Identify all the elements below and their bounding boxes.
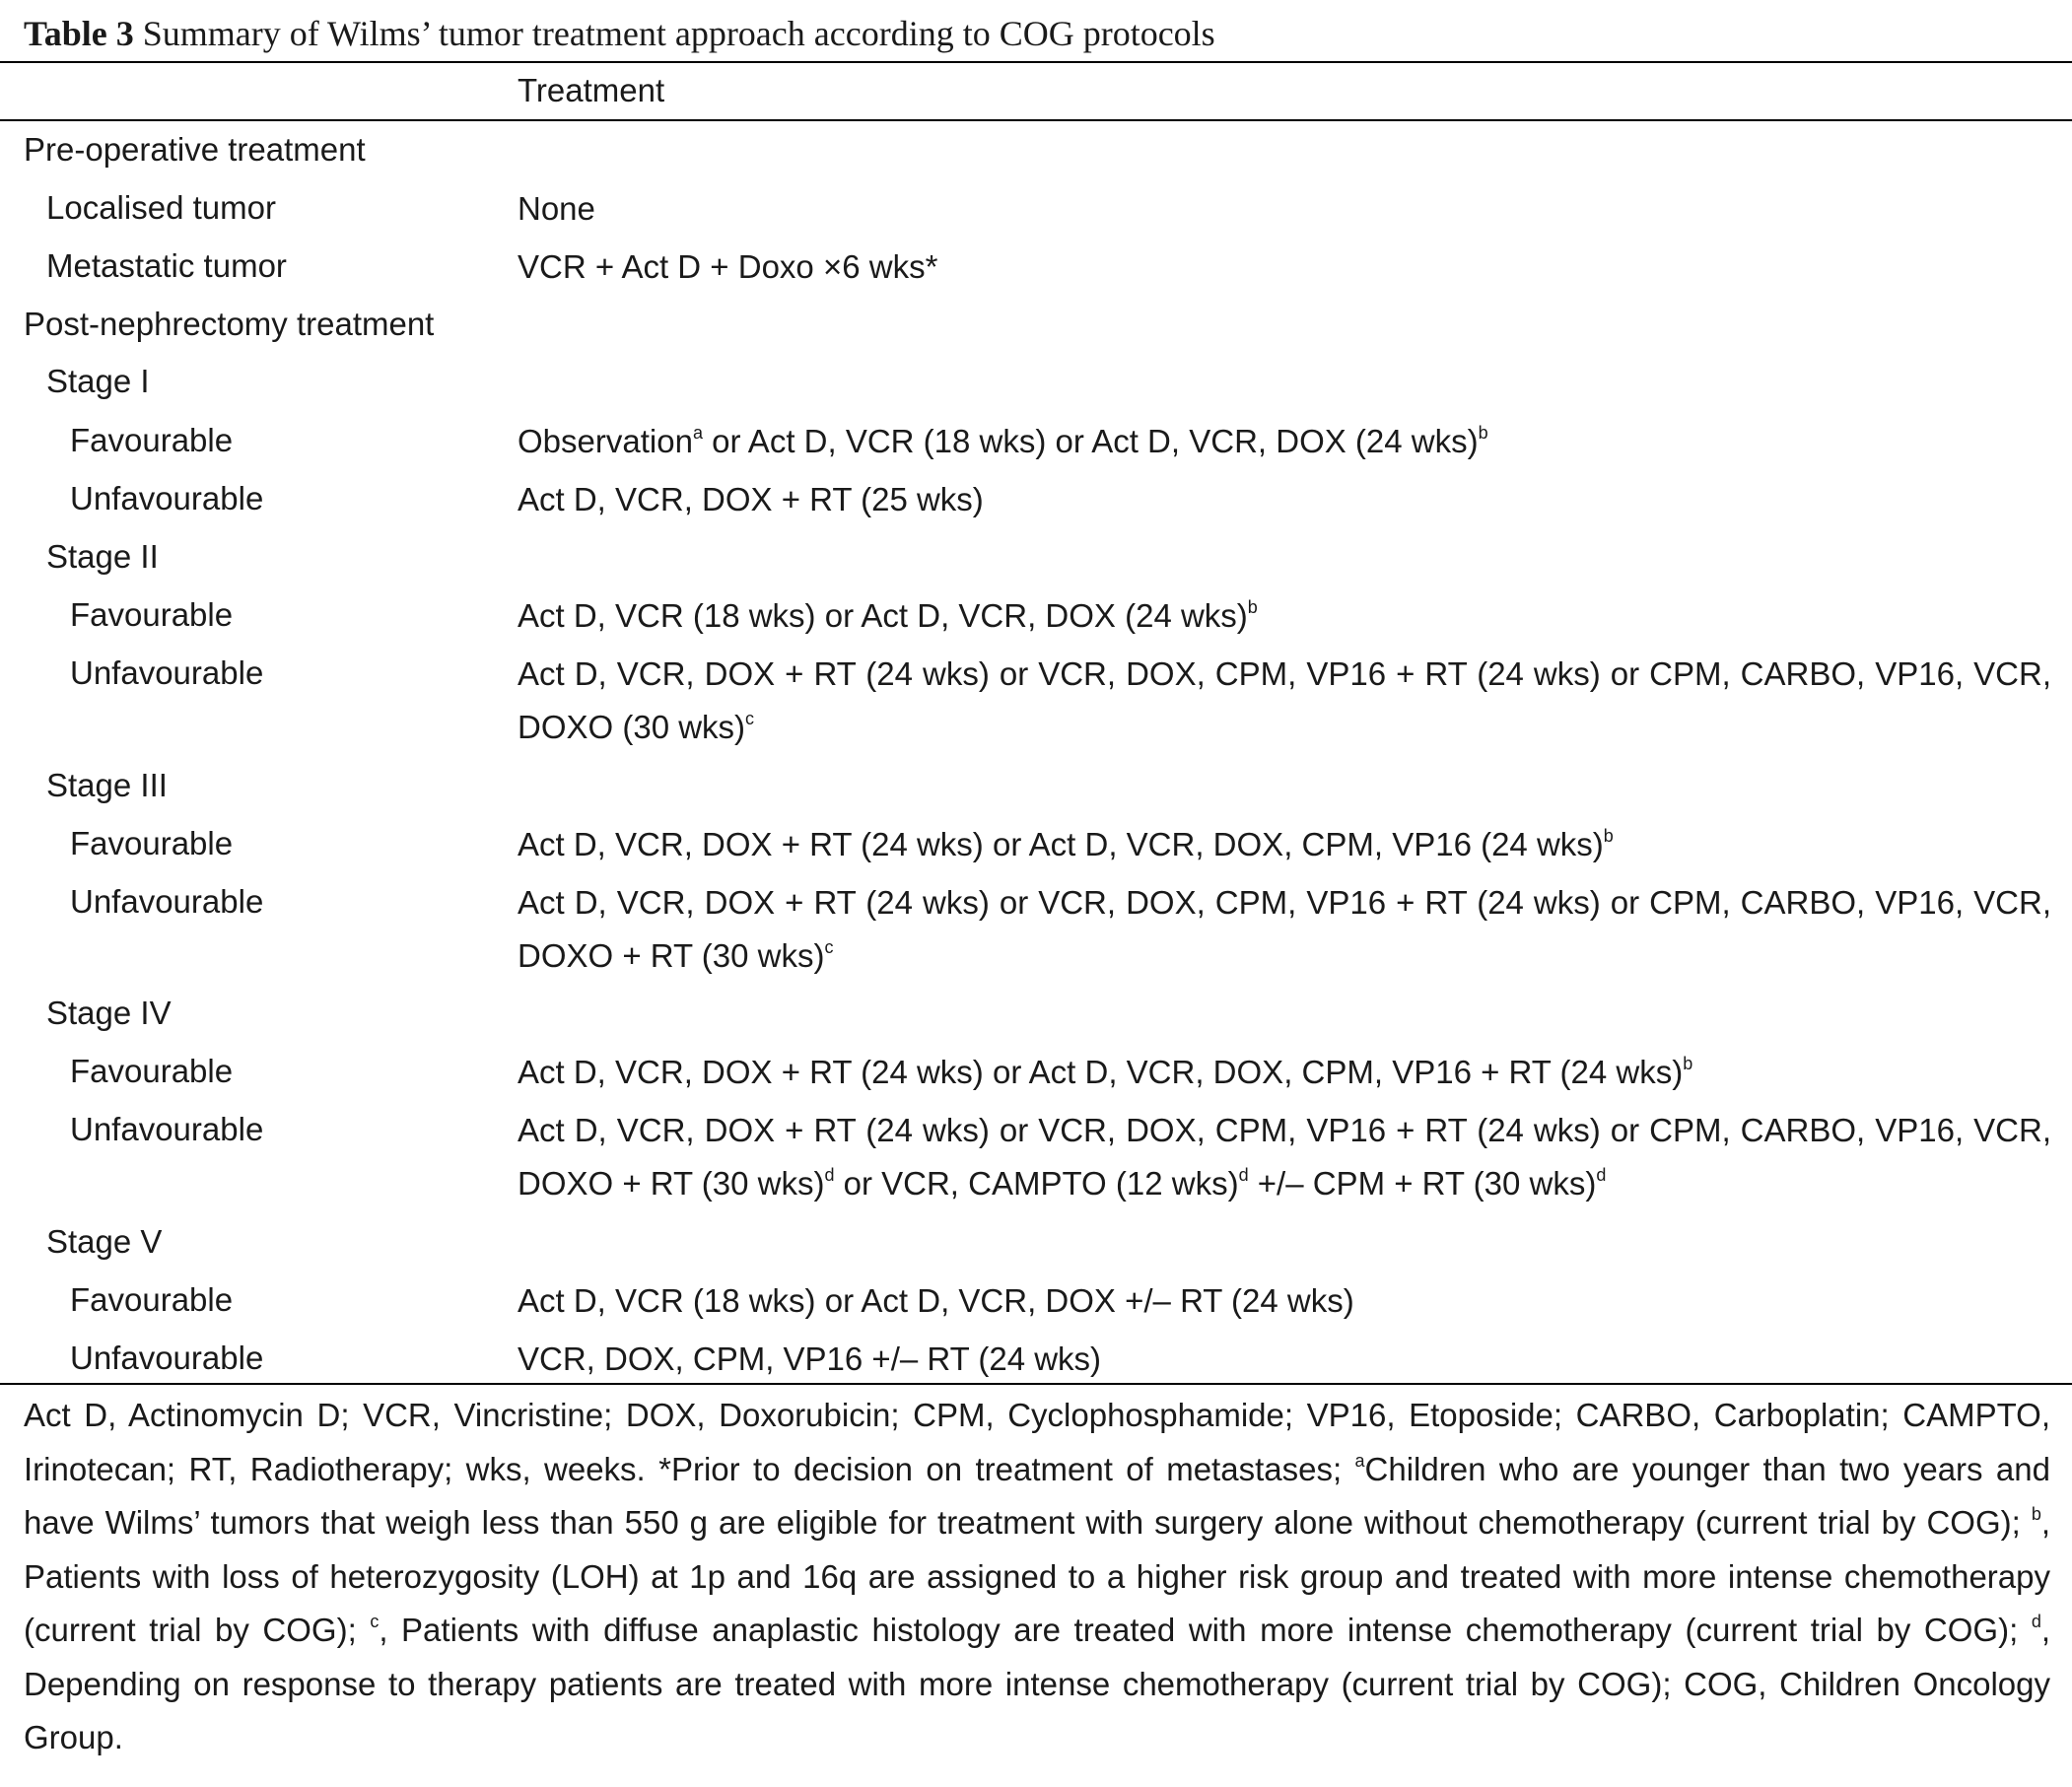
footnote-marker: d: [2031, 1612, 2041, 1631]
table-caption: Summary of Wilms’ tumor treatment approach according to COG protocols: [133, 14, 1215, 53]
histology-label: Favourable: [70, 1281, 234, 1318]
treatment-cell: [518, 241, 2051, 294]
stage-label: Metastatic tumor: [46, 247, 287, 284]
footnote-marker: d: [1238, 1165, 1249, 1185]
text-segment: or VCR, CAMPTO (12 wks): [834, 1165, 1239, 1202]
treatment-cell: [518, 415, 2051, 468]
footnote-marker: d: [1596, 1165, 1607, 1185]
footnote-marker: b: [1603, 826, 1614, 846]
text-segment: Act D, VCR (18 wks) or Act D, VCR, DOX (24 wks): [518, 597, 1248, 634]
text-segment: Act D, Actinomycin D; VCR, Vincristine; DOX, Doxorubicin; CPM, Cyclophosphamide; VP16, Etoposide; CARBO, Carboplatin; CAMPTO, Irinotecan; RT, Radiotherapy; wks, weeks. *Prior to decision on treatment of metastases;: [24, 1397, 2050, 1487]
treatment-cell: [518, 473, 2051, 526]
treatment-cell: [518, 876, 2051, 983]
treatment-cell: [518, 818, 2051, 871]
section-label: Post-nephrectomy treatment: [24, 306, 435, 342]
footnote-marker: b: [1683, 1054, 1693, 1073]
text-segment: , Patients with diffuse anaplastic histology are treated with more intense chemotherapy (current trial by COG);: [379, 1612, 2032, 1648]
stage-label: Stage IV: [46, 995, 172, 1031]
table-number: Table 3: [24, 14, 134, 53]
text-segment: Act D, VCR, DOX + RT (24 wks) or Act D, VCR, DOX, CPM, VP16 (24 wks): [518, 826, 1604, 862]
text-segment: Act D, VCR, DOX + RT (24 wks) or VCR, DOX, CPM, VP16 + RT (24 wks) or CPM, CARBO, VP16, VCR, DOXO + RT (30 wks): [518, 884, 2051, 974]
treatment-cell: [518, 1274, 2051, 1328]
stage-label: Localised tumor: [46, 189, 276, 226]
footnote-marker: b: [2031, 1504, 2041, 1524]
histology-label: Unfavourable: [70, 654, 264, 691]
treatment-cell: [518, 1104, 2051, 1210]
text-segment: Act D, VCR (18 wks) or Act D, VCR, DOX +/– RT (24 wks): [518, 1282, 1354, 1319]
treatment-cell: [518, 1333, 2051, 1386]
text-segment: Act D, VCR, DOX + RT (24 wks) or VCR, DOX, CPM, VP16 + RT (24 wks) or CPM, CARBO, VP16, VCR, DOXO (30 wks): [518, 655, 2051, 745]
text-segment: Act D, VCR, DOX + RT (25 wks): [518, 481, 984, 517]
text-segment: Act D, VCR, DOX + RT (24 wks) or Act D, VCR, DOX, CPM, VP16 + RT (24 wks): [518, 1054, 1684, 1090]
footnote-marker: c: [745, 709, 755, 728]
histology-label: Favourable: [70, 825, 234, 861]
column-header-treatment: Treatment: [518, 72, 665, 108]
stage-label: Stage III: [46, 767, 168, 803]
section-label: Pre-operative treatment: [24, 131, 366, 168]
text-segment: Children who are younger than two years and have Wilms’ tumors that weigh less than 550 g are eligible for treatment with surgery alone without chemotherapy (current trial by COG);: [24, 1450, 2050, 1541]
treatment-cell: [518, 648, 2051, 754]
treatment-cell: [518, 1046, 2051, 1099]
text-segment: or Act D, VCR (18 wks) or Act D, VCR, DOX (24 wks): [702, 423, 1479, 459]
text-segment: VCR, DOX, CPM, VP16 +/– RT (24 wks): [518, 1340, 1102, 1377]
text-segment: , Patients with loss of heterozygosity (LOH) at 1p and 16q are assigned to a higher risk group and treated with more intense chemotherapy (current trial by COG);: [24, 1504, 2050, 1648]
footnote-marker: b: [1478, 423, 1488, 443]
footnote-marker: c: [824, 937, 834, 957]
text-segment: VCR + Act D + Doxo ×6 wks*: [518, 248, 938, 285]
histology-label: Favourable: [70, 596, 234, 633]
footnote-marker: a: [1354, 1450, 1365, 1471]
stage-label: Stage V: [46, 1223, 163, 1260]
histology-label: Unfavourable: [70, 883, 264, 920]
histology-label: Favourable: [70, 422, 234, 458]
histology-label: Unfavourable: [70, 1340, 264, 1376]
treatment-cell: [518, 182, 2051, 236]
text-segment: Observation: [518, 423, 693, 459]
stage-label: Stage II: [46, 538, 159, 575]
footnote-marker: c: [370, 1612, 380, 1631]
text-segment: Act D, VCR, DOX + RT (24 wks) or VCR, DOX, CPM, VP16 + RT (24 wks) or CPM, CARBO, VP16, VCR, DOXO + RT (30 wks): [518, 1112, 2051, 1202]
table-bottom-rule: [0, 1383, 2072, 1385]
text-segment: , Depending on response to therapy patients are treated with more intense chemotherapy (current trial by COG); COG, Children Oncology Group.: [24, 1612, 2050, 1755]
stage-label: Stage I: [46, 363, 150, 399]
text-segment: None: [518, 190, 595, 227]
histology-label: Unfavourable: [70, 480, 264, 516]
footnote-marker: b: [1247, 597, 1258, 617]
table-footnote: [24, 1389, 2050, 1765]
treatment-cell: [518, 589, 2051, 643]
text-segment: +/– CPM + RT (30 wks): [1248, 1165, 1597, 1202]
footnote-marker: a: [692, 423, 703, 443]
histology-label: Unfavourable: [70, 1111, 264, 1147]
footnote-marker: d: [824, 1165, 835, 1185]
histology-label: Favourable: [70, 1053, 234, 1089]
